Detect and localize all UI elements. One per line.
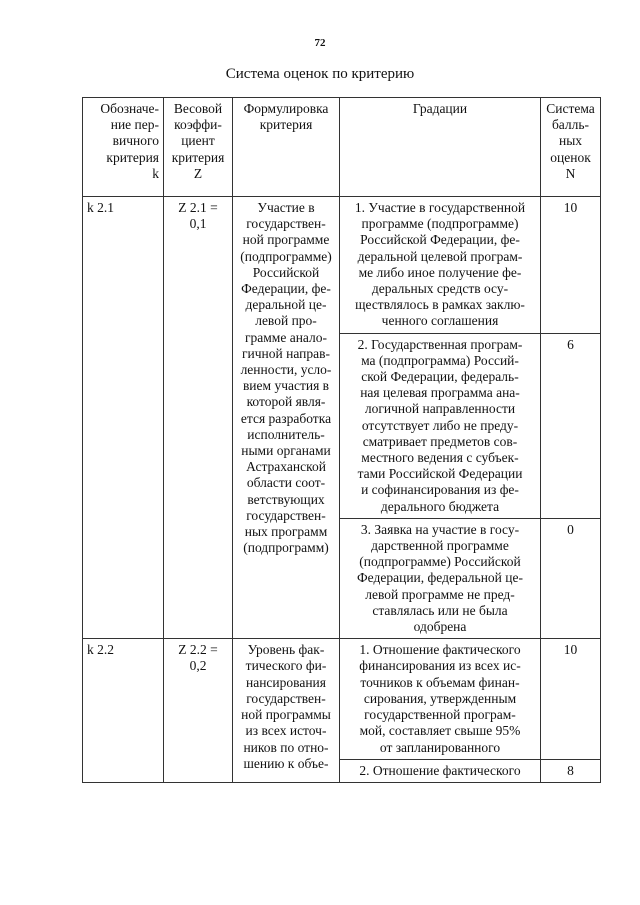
gradation-score: 8 xyxy=(541,759,601,782)
criteria-table xyxy=(82,97,601,783)
page-number: 72 xyxy=(314,37,326,49)
table-row xyxy=(83,197,601,334)
gradation-score: 0 xyxy=(541,518,601,638)
gradation-text: 2. Отношение фактического xyxy=(340,759,541,782)
gradation-score: 10 xyxy=(541,197,601,334)
header-score: Система балль- ных оценок N xyxy=(541,98,601,197)
gradation-text: 3. Заявка на участие в госу- дарственной программе (подпрограмме) Российской Федерации, федеральной це- левой программе не пред- ставлялась или не была одобрена xyxy=(340,518,541,638)
criterion-formulation: Участие в государствен- ной программе (подпрограмме) Российской Федерации, фе- деральной це- левой про- грамме анало- гичной направ- ленности, усло- вием участия в которой явля- ется разработка исполнитель- ными органами Астраханской области соот- ветствующих государствен- ных программ (подпрограмм) xyxy=(233,197,340,639)
gradation-score: 6 xyxy=(541,333,601,518)
criterion-weight: Z 2.2 = 0,2 xyxy=(164,639,233,783)
criterion-weight: Z 2.1 = 0,1 xyxy=(164,197,233,639)
gradation-text: 1. Отношение фактического финансирования из всех ис- точников к объемам финан- сирования, утвержденным государственной програм- мой, составляет свыше 95% от запланированного xyxy=(340,639,541,759)
criterion-code: k 2.1 xyxy=(83,197,164,639)
table-row xyxy=(83,639,601,759)
header-gradations: Градации xyxy=(340,98,541,197)
gradation-text: 2. Государственная програм- ма (подпрограмма) Россий- ской Федерации, федераль- ная целевая программа ана- логичной направленности отсутствует либо не преду- сматривает предметов сов- местного ведения с субъек- тами Российской Федерации и софинансирования из фе- дерального бюджета xyxy=(340,333,541,518)
document-title: Система оценок по критерию xyxy=(225,66,415,82)
gradation-text: 1. Участие в государственной программе (подпрограмме) Российской Федерации, фе- деральной целевой програм- ме либо иное получение фе- деральных средств осу- ществлялось в рамках заклю- ченного соглашения xyxy=(340,197,541,334)
gradation-score: 10 xyxy=(541,639,601,759)
header-formulation: Формулировка критерия xyxy=(233,98,340,197)
criterion-code: k 2.2 xyxy=(83,639,164,783)
table-header-row xyxy=(83,98,601,197)
header-code: Обозначе- ние пер- вичного критерия k xyxy=(83,98,164,197)
header-weight: Весовой коэффи- циент критерия Z xyxy=(164,98,233,197)
criterion-formulation: Уровень фак- тического фи- нансирования государствен- ной программы из всех источ- ников по отно- шению к объе- xyxy=(233,639,340,783)
